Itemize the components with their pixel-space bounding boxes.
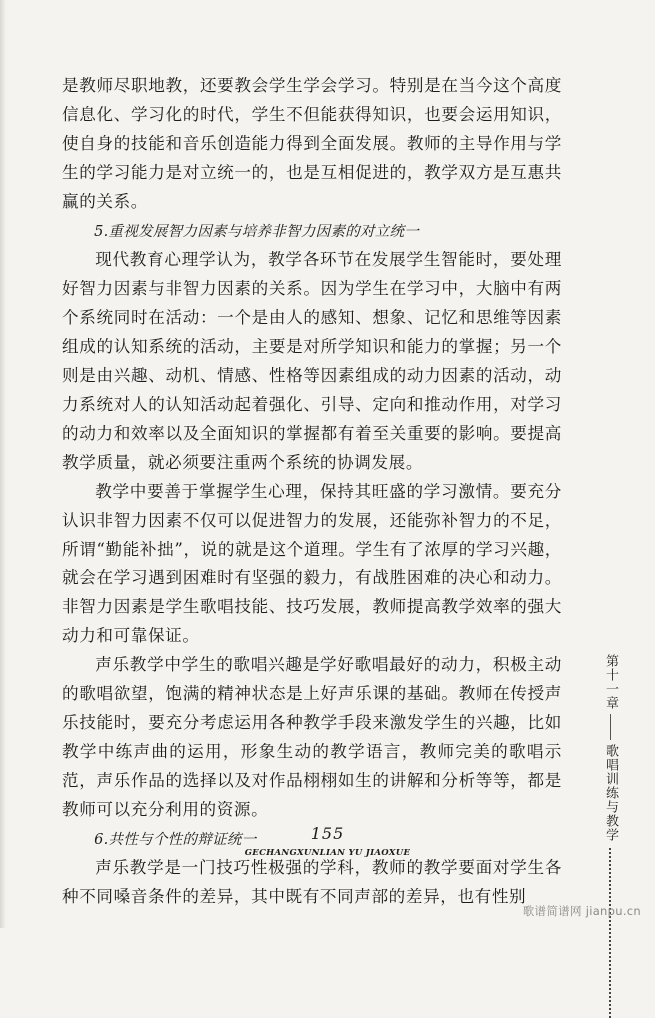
running-title: GECHANGXUNLIAN YU JIAOXUE bbox=[244, 848, 411, 858]
paragraph-2: 现代教育心理学认为，教学各环节在发展学生智能时，要处理好智力因素与非智力因素的关系。因为学生在学习中，大脑中有两个系统同时在活动：一个是由人的感知、想象、记忆和思维等因素组成的认知系统的活动，主要是对所学知识和能力的掌握；另一个则是由兴趣、动机、情感、性格等因素组成的动力因素的活动，动力系统对人的认知活动起着强化、引导、定向和推动作用，对学习的动力和效率以及全面知识的掌握都有着至关重要的影响。要提高教学质量，就必须要注重两个系统的协调发展。 bbox=[62, 250, 562, 472]
section-heading-6: 6.共性与个性的辩证统一 bbox=[94, 830, 257, 848]
page-number: 155 bbox=[310, 824, 345, 843]
paragraph-1: 是教师尽职地教，还要教会学生学会学习。特别是在当今这个高度信息化、学习化的时代，学生不但能获得知识，也要会运用知识，使自身的技能和音乐创造能力得到全面发展。教师的主导作用与学生的学习能力是对立统一的，也是互相促进的，教学双方是互惠共赢的关系。 bbox=[62, 76, 562, 211]
scan-shadow bbox=[0, 0, 6, 928]
site-watermark: 歌谱简谱网 jianpu.cn bbox=[522, 904, 641, 918]
side-tab-divider bbox=[610, 714, 611, 740]
paragraph-3: 教学中要善于掌握学生心理，保持其旺盛的学习激情。要充分认识非智力因素不仅可以促进智力的发展，还能弥补智力的不足，所谓“勤能补拙”，说的就是这个道理。学生有了浓厚的学习兴趣，就会在学习遇到困难时有坚强的毅力，有战胜困难的决心和动力。非智力因素是学生歌唱技能、技巧发展，教师提高教学效率的强大动力和可靠保证。 bbox=[62, 481, 562, 646]
side-tab-dotted-rule bbox=[609, 848, 611, 1018]
section-heading-5: 5.重视发展智力因素与培养非智力因素的对立统一 bbox=[94, 222, 420, 240]
chapter-number: 第十一章 bbox=[603, 654, 618, 710]
chapter-title: 歌唱训练与教学 bbox=[603, 744, 618, 842]
page-body bbox=[62, 72, 562, 912]
paragraph-4: 声乐教学中学生的歌唱兴趣是学好歌唱最好的动力，积极主动的歌唱欲望，饱满的精神状态是上好声乐课的基础。教师在传授声乐技能时，要充分考虑运用各种教学手段来激发学生的兴趣，比如教学中练声曲的运用，形象生动的教学语言，教师完美的歌唱示范，声乐作品的选择以及对作品栩栩如生的讲解和分析等等，都是教师可以充分利用的资源。 bbox=[62, 655, 562, 819]
paragraph-5: 声乐教学是一门技巧性极强的学科，教师的教学要面对学生各种不同嗓音条件的差异，其中既有不同声部的差异，也有性别 bbox=[62, 858, 562, 907]
